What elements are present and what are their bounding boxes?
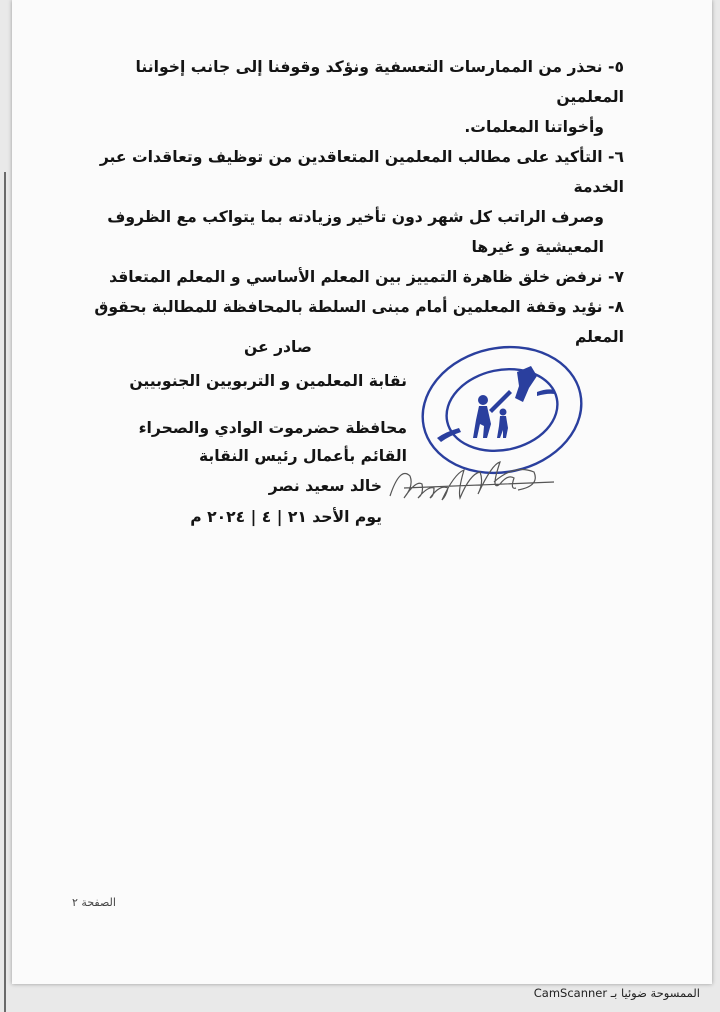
handwritten-signature-icon — [384, 448, 564, 518]
point-text: التأكيد على مطالب المعلمين المتعاقدين من توظيف وتعاقدات عبر الخدمة — [99, 148, 624, 196]
document-page — [12, 0, 712, 984]
camscanner-watermark: الممسوحة ضوئيا بـ CamScanner — [533, 986, 700, 1000]
page-number: الصفحة ٢ — [72, 896, 116, 909]
union-name: نقابة المعلمين و التربويين الجنوبيين — [129, 372, 407, 390]
point-number: ٥- — [607, 58, 624, 76]
point-6 — [64, 142, 624, 202]
signatory-name: خالد سعيد نصر — [268, 477, 382, 495]
point-7 — [64, 262, 624, 292]
demands-list — [64, 52, 624, 352]
point-text: نحذر من الممارسات التعسفية ونؤكد وقوفنا إلى جانب إخواننا المعلمين — [135, 58, 624, 106]
scan-edge-line — [4, 172, 6, 1012]
point-6-continuation: وصرف الراتب كل شهر دون تأخير وزيادته بما يتواكب مع الظروف — [107, 208, 604, 226]
governorate-name: محافظة حضرموت الوادي والصحراء — [138, 419, 407, 437]
acting-head-title: القائم بأعمال رئيس النقابة — [198, 447, 407, 465]
point-number: ٦- — [607, 148, 624, 166]
point-number: ٨- — [607, 298, 624, 316]
point-text: نؤيد وقفة المعلمين أمام مبنى السلطة بالمحافظة للمطالبة بحقوق المعلم — [94, 298, 624, 346]
point-text: نرفض خلق ظاهرة التمييز بين المعلم الأساسي و المعلم المتعاقد — [109, 268, 603, 286]
point-6-continuation: المعيشية و غيرها — [471, 238, 604, 256]
issue-date: يوم الأحد ٢١ | ٤ | ٢٠٢٤ م — [190, 508, 382, 526]
point-5-continuation: وأخواتنا المعلمات. — [464, 118, 604, 136]
point-number: ٧- — [607, 268, 624, 286]
issued-by-label: صادر عن — [243, 338, 312, 356]
point-5 — [64, 52, 624, 112]
